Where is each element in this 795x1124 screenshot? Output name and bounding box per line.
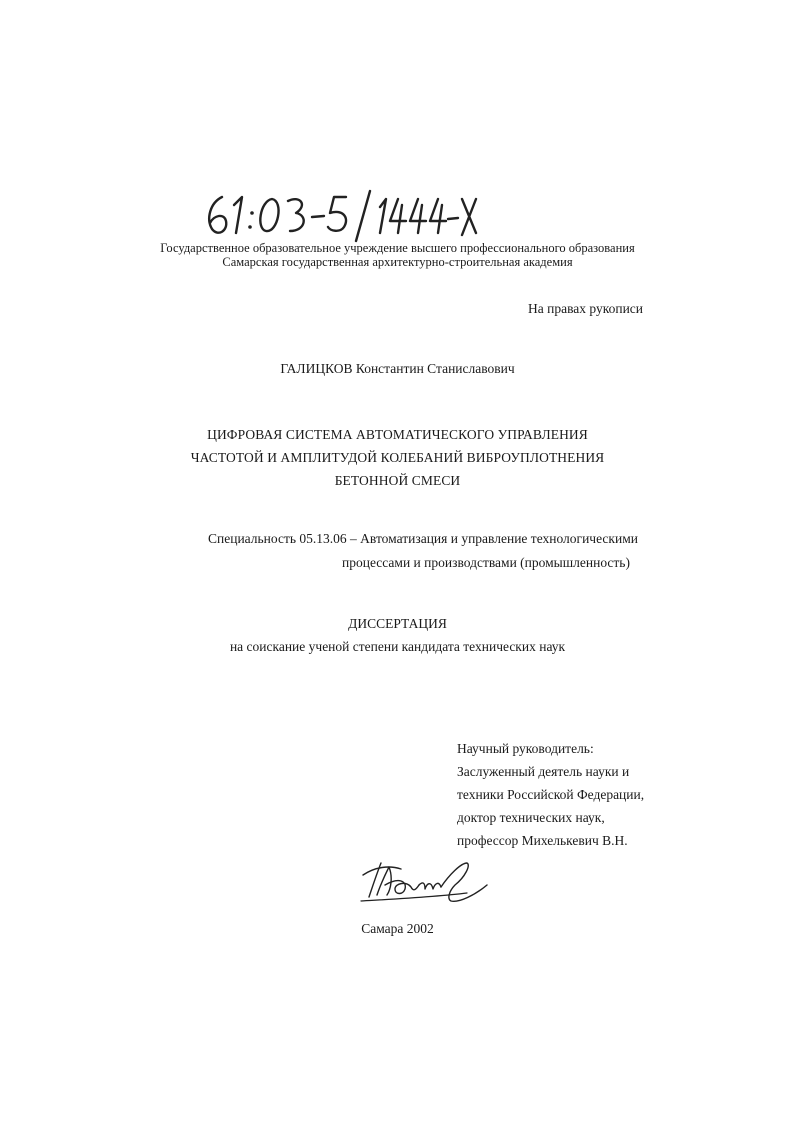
place-year: Самара 2002 (361, 921, 434, 936)
work-type-heading: ДИССЕРТАЦИЯ (348, 616, 447, 631)
work-type-subheading: на соискание ученой степени кандидата технических наук (229, 639, 566, 654)
manuscript-rights: На правах рукописи (528, 301, 644, 316)
title-line-3: БЕТОННОЙ СМЕСИ (334, 473, 461, 488)
handwritten-archive-number (200, 185, 480, 245)
author-name: ГАЛИЦКОВ Константин Станиславович (280, 361, 515, 376)
institution-line-2: Самарская государственная архитектурно-строительная академия (222, 255, 573, 269)
institution-line-1: Государственное образовательное учреждение высшего профессионального образования (160, 241, 635, 255)
supervisor-line-4: доктор технических наук, (457, 810, 605, 825)
supervisor-line-5: профессор Михелькевич В.Н. (457, 833, 628, 848)
supervisor-line-2: Заслуженный деятель науки и (457, 764, 630, 779)
signature (355, 855, 495, 905)
supervisor-line-3: техники Российской Федерации, (457, 787, 645, 802)
title-line-1: ЦИФРОВАЯ СИСТЕМА АВТОМАТИЧЕСКОГО УПРАВЛЕНИЯ (207, 427, 588, 442)
title-line-2: ЧАСТОТОЙ И АМПЛИТУДОЙ КОЛЕБАНИЙ ВИБРОУПЛОТНЕНИЯ (190, 450, 605, 465)
supervisor-line-1: Научный руководитель: (457, 741, 594, 756)
specialty-line-1: Специальность 05.13.06 – Автоматизация и управление технологическими (208, 531, 638, 546)
specialty-line-2: процессами и производствами (промышленность) (342, 555, 630, 570)
